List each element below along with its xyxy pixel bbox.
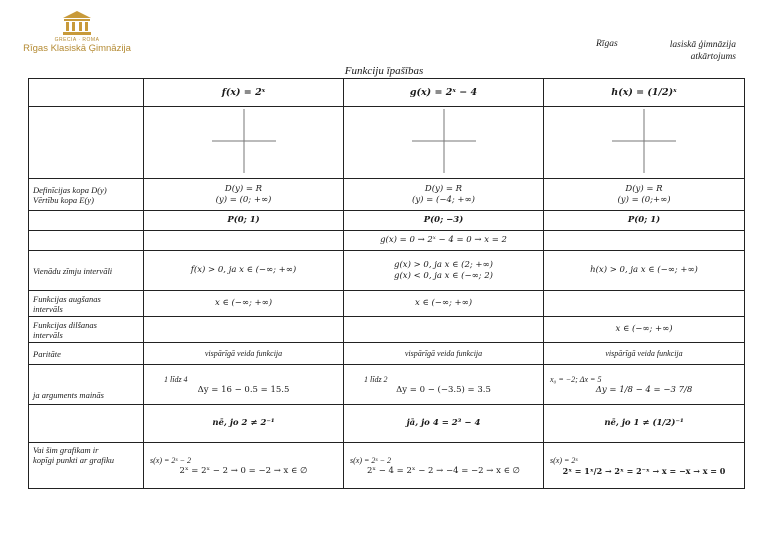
table-row: [29, 317, 745, 343]
row-label: Paritāte: [29, 343, 144, 365]
table-cell: P(0; −3): [344, 211, 544, 231]
logo-tagline: GRECIA · ROMA: [54, 37, 100, 43]
table-cell: [544, 179, 745, 211]
logo-text: Rīgas Klasiskā Ģimnāzija: [23, 43, 131, 54]
table-cell: g(x) = 0 → 2ˣ − 4 = 0 → x = 2: [344, 231, 544, 251]
label-line: Vai šim grafikam ir: [33, 445, 99, 455]
function-properties-table: [28, 78, 745, 489]
table-cell: [344, 317, 544, 343]
table-cell: [144, 443, 344, 489]
table-cell: [144, 365, 344, 405]
cell-note: s(x) = 2ˣ: [550, 456, 578, 465]
graph-cell-f: [144, 107, 344, 179]
label-line: Funkcijas dilšanas: [33, 319, 97, 330]
header-subtitle: atkārtojums: [690, 52, 736, 62]
label-line: Vērtību kopa E(y): [33, 194, 94, 205]
function-header-h: h(x) = (1/2)ˣ: [544, 79, 745, 107]
cell-line: D(y) = R: [224, 183, 263, 194]
table-cell: [29, 405, 144, 443]
cell-line: 2ˣ − 4 = 2ˣ − 2 → −4 = −2 → x ∈ ∅: [367, 466, 520, 476]
graph-cell-g: [344, 107, 544, 179]
cell-note: s(x) = 2ˣ − 2: [350, 456, 392, 465]
cell-line: D(y) = R: [424, 183, 463, 194]
header-school-b: lasiskā ģimnāzija: [669, 40, 736, 50]
table-cell: nē, jo 1 ≠ (1/2)⁻¹: [544, 405, 745, 443]
table-cell: [344, 251, 544, 291]
table-cell: f(x) > 0, ja x ∈ (−∞; +∞): [144, 251, 344, 291]
cell-line: 2ˣ = 1ˣ/2 → 2ˣ = 2⁻ˣ → x = −x → x = 0: [562, 466, 726, 476]
graph-cell-h: [544, 107, 745, 179]
label-line: Funkcijas augšanas: [33, 293, 101, 304]
table-row: [29, 405, 745, 443]
temple-icon: [60, 10, 94, 36]
table-cell: [29, 231, 144, 251]
label-line: intervāls: [33, 329, 63, 340]
school-logo: [22, 10, 132, 54]
row-label: [29, 317, 144, 343]
row-label: ja arguments mainās: [29, 365, 144, 405]
table-row: [29, 443, 745, 489]
cell-note: 1 līdz 4: [164, 375, 188, 384]
coordinate-axes-icon: [612, 109, 676, 173]
table-cell: [544, 365, 745, 405]
coordinate-axes-icon: [212, 109, 276, 173]
table-row: [29, 343, 745, 365]
table-cell: h(x) > 0, ja x ∈ (−∞; +∞): [544, 251, 745, 291]
table-row: [29, 291, 745, 317]
table-cell: P(0; 1): [544, 211, 745, 231]
header-school: [670, 39, 736, 63]
row-label: [29, 179, 144, 211]
cell-line: (y) = (0; +∞): [215, 194, 272, 205]
cell-line: g(x) < 0, ja x ∈ (−∞; 2): [394, 270, 493, 281]
table-cell: nē, jo 2 ≠ 2⁻¹: [144, 405, 344, 443]
coordinate-axes-icon: [412, 109, 476, 173]
cell-line: D(y) = R: [625, 183, 663, 194]
cell-line: g(x) > 0, ja x ∈ (2; +∞): [394, 259, 493, 270]
row-label: [29, 443, 144, 489]
table-row: [29, 251, 745, 291]
table-row: [29, 211, 745, 231]
cell-line: Δy = 0 − (−3.5) = 3.5: [396, 385, 491, 395]
table-cell: [544, 443, 745, 489]
table-cell: vispārīgā veida funkcija: [344, 343, 544, 365]
table-cell: vispārīgā veida funkcija: [144, 343, 344, 365]
cell-line: 2ˣ = 2ˣ − 2 → 0 = −2 → x ∈ ∅: [179, 466, 308, 476]
function-header-g: g(x) = 2ˣ − 4: [344, 79, 544, 107]
label-line: Definīcijas kopa D(y): [33, 184, 107, 195]
cell-note: 1 līdz 2: [364, 375, 388, 384]
table-row: [29, 179, 745, 211]
table-cell: jā, jo 4 = 2³ − 4: [344, 405, 544, 443]
table-row: [29, 107, 745, 179]
row-label: [29, 291, 144, 317]
table-cell: x ∈ (−∞; +∞): [144, 291, 344, 317]
table-row: [29, 231, 745, 251]
table-row: [29, 365, 745, 405]
cell-note: x₀ = −2; Δx = 5: [550, 375, 602, 384]
header-school-a: Rīgas: [596, 39, 618, 49]
table-cell: P(0; 1): [144, 211, 344, 231]
cell-line: (y) = (0;+∞): [617, 194, 671, 205]
document-title: Funkciju īpašības: [344, 65, 424, 77]
table-cell: [344, 365, 544, 405]
label-line: intervāls: [33, 303, 63, 314]
table-cell: [29, 107, 144, 179]
table-cell: [544, 231, 745, 251]
table-cell: [344, 443, 544, 489]
table-cell: [29, 211, 144, 231]
table-cell: x ∈ (−∞; +∞): [344, 291, 544, 317]
cell-line: (y) = (−4; +∞): [412, 194, 475, 205]
cell-line: Δy = 16 − 0.5 = 15.5: [197, 385, 290, 395]
function-header-f: f(x) = 2ˣ: [144, 79, 344, 107]
table-cell: [144, 179, 344, 211]
cell-note: s(x) = 2ˣ − 2: [150, 456, 192, 465]
table-cell: [344, 179, 544, 211]
row-label: Vienādu zīmju intervāli: [29, 251, 144, 291]
table-row: [29, 79, 745, 107]
table-cell: [29, 79, 144, 107]
label-line: kopīgi punkti ar grafiku: [33, 455, 114, 465]
table-cell: [144, 317, 344, 343]
table-cell: x ∈ (−∞; +∞): [544, 317, 745, 343]
table-cell: [144, 231, 344, 251]
table-cell: [544, 291, 745, 317]
table-cell: vispārīgā veida funkcija: [544, 343, 745, 365]
cell-line: Δy = 1/8 − 4 = −3 7/8: [595, 385, 693, 395]
